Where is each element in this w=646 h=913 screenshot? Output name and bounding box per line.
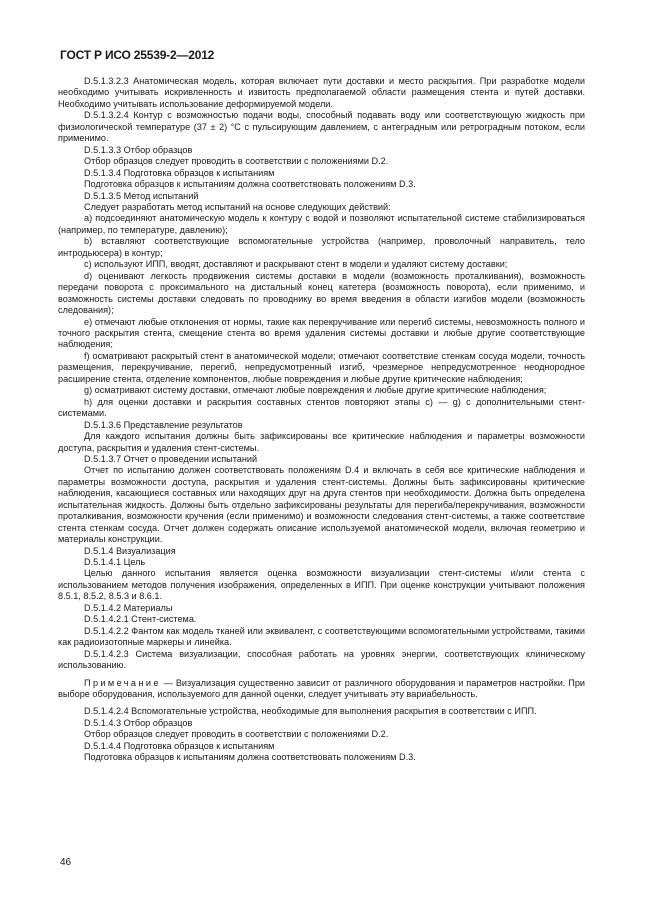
paragraph: D.5.1.3.7 Отчет о проведении испытаний <box>84 453 258 464</box>
paragraph: Отбор образцов следует проводить в соответствии с положениями D.2. <box>84 729 389 740</box>
list-item: с) используют ИПП, вводят, доставляют и раскрывают стент в модели и удаляют систему доставки; <box>84 259 508 270</box>
paragraph: D.5.1.4.2 Материалы <box>84 602 173 613</box>
document-header: ГОСТ Р ИСО 25539-2—2012 <box>60 48 215 62</box>
list-item: b) вставляют соответствующие вспомогательные устройства (например, проволочный направитель, тело интродьюсера) в контур; <box>58 236 585 258</box>
paragraph: D.5.1.3.3 Отбор образцов <box>84 144 193 155</box>
paragraph: Отчет по испытанию должен соответствовать положениям D.4 и включать в себя все критические наблюдения и параметры возможности доступа, раскрытия и удаления стент-системы. Должны быть зафиксированы критические наблюдения, касающиеся составных или находящих друг на друга стентов при необходимости. Должна быть определена испытательная жидкость. Должны быть отдельно зафиксированы результаты для перегиба/перекручивания, возможности проталкивания, возможности кручения (если применимо) и возможности следования стент-системы, а также соответствие стента стенкам сосуда. Отчет должен содержать описание используемой анатомической модели, включая геометрию и материалы конструкции. <box>58 465 585 545</box>
paragraph: Для каждого испытания должны быть зафиксированы все критические наблюдения и параметры возможности доступа, раскрытия и удаления стент-системы. <box>58 431 585 453</box>
paragraph: D.5.1.4.2.2 Фантом как модель тканей или эквивалент, с соответствующими вспомогательными устройствами, такими как радиоизотопные маркеры и линейка. <box>58 625 585 648</box>
note-label: Примечание <box>84 677 161 688</box>
list-item: е) отмечают любые отклонения от нормы, такие как перекручивание или перегиб системы, невозможность полного и точного раскрытия стента, смещение стента во время удаления системы доставки и любые другие соответствующие наблюдения; <box>58 316 585 350</box>
paragraph: Целью данного испытания является оценка возможности визуализации стент-системы и/или стента с использованием методов получения изображения, определенных в ИПП. При оценке конструкции учитывают положения 8.5.1, 8.5.2, 8.5.3 и 8.6.1. <box>58 568 585 602</box>
list-item: h) для оценки доставки и раскрытия составных стентов повторяют этапы с) — g) с дополнительными стент-системами. <box>58 396 585 419</box>
note <box>58 678 585 701</box>
note-text: — Визуализация существенно зависит от различного оборудования и параметров настройки. При выборе оборудования, используемого для данной оценки, следует учитывать эту вариабельность. <box>58 677 585 700</box>
paragraph: D.5.1.4.4 Подготовка образцов к испытаниям <box>84 740 275 751</box>
paragraph: Подготовка образцов к испытаниям должна соответствовать положениям D.3. <box>84 752 416 763</box>
paragraph: D.5.1.4.3 Отбор образцов <box>84 717 193 728</box>
paragraph: D.5.1.3.2.4 Контур с возможностью подачи воды, способный подавать воду или соответствующую жидкость при физиологической температуре (37 ± 2) °С с пульсирующим давлением, с антеградным или ретроградным потоком, если применимо. <box>58 110 585 144</box>
paragraph: D.5.1.3.4 Подготовка образцов к испытаниям <box>84 167 275 178</box>
list-item: f) осматривают раскрытый стент в анатомической модели; отмечают соответствие стенкам сосуда модели, точность размещения, перекручивание, перегиб, непредусмотренный изгиб, чрезмерное непредусмотренное неоднородное расширение стента, отделение компонентов, любые повреждения и любые другие критические наблюдения; <box>58 350 585 384</box>
list-item: g) осматривают систему доставки, отмечают любые повреждения и любые другие критические наблюдения; <box>84 385 547 396</box>
list-item: d) оценивают легкость продвижения системы доставки в модели (возможность проталкивания), возможность передачи поворота с проксимального на дистальный конец катетера (возможность поворота), если применимо, и возможность системы доставки следовать по проводнику во время введения в области изгибов модели (возможность следования); <box>58 270 585 316</box>
page-number: 46 <box>60 857 72 868</box>
paragraph: D.5.1.3.2.3 Анатомическая модель, которая включает пути доставки и место раскрытия. При разработке модели необходимо учитывать искривленность и извитость предполагаемой области размещения стента и путей доставки. Необходимо учитывать использование деформируемой модели. <box>58 76 586 109</box>
paragraph: Отбор образцов следует проводить в соответствии с положениями D.2. <box>84 156 389 167</box>
paragraph: Следует разработать метод испытаний на основе следующих действий: <box>84 201 391 212</box>
paragraph: D.5.1.4.2.1 Стент-система. <box>84 614 197 625</box>
paragraph: Подготовка образцов к испытаниям должна соответствовать положениям D.3. <box>84 179 416 190</box>
paragraph: D.5.1.4.1 Цель <box>84 557 146 568</box>
list-item: а) подсоединяют анатомическую модель к контуру с водой и позволяют испытательной системе стабилизироваться (например, по температуре, давлению); <box>58 213 585 235</box>
paragraph: D.5.1.4 Визуализация <box>84 545 176 556</box>
paragraph: D.5.1.3.6 Представление результатов <box>84 419 243 430</box>
document-body <box>58 76 585 764</box>
paragraph: D.5.1.4.2.3 Система визуализации, способная работать на уровнях энергии, соответствующих клиническому использованию. <box>58 648 585 671</box>
paragraph: D.5.1.4.2.4 Вспомогательные устройства, необходимые для выполнения раскрытия в соответствии с ИПП. <box>84 706 537 717</box>
paragraph: D.5.1.3.5 Метод испытаний <box>84 190 199 201</box>
